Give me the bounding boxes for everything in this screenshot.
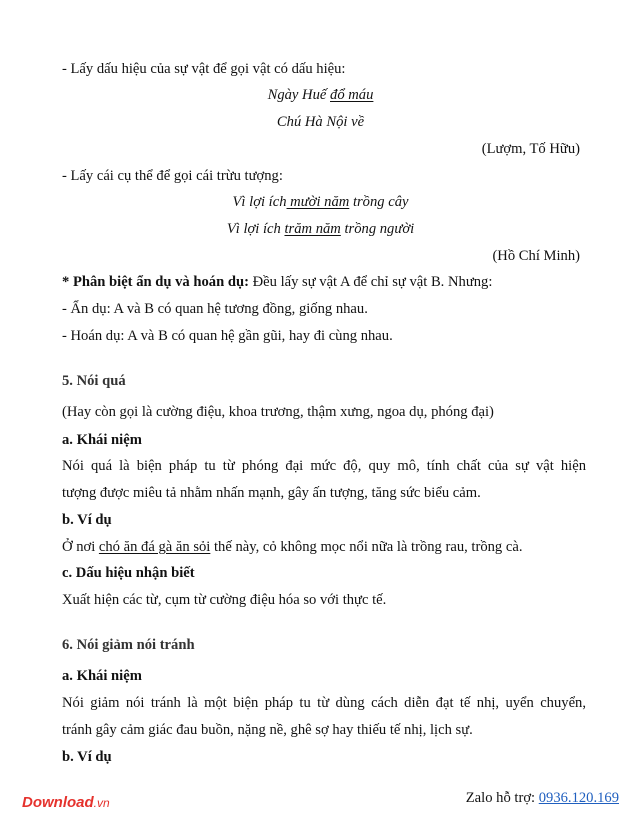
section6-concept-line2: tránh gây cảm giác đau buồn, nặng nề, ghê sợ hay thiếu tế nhị, lịch sự.	[62, 722, 473, 738]
sign-intro: - Lấy dấu hiệu của sự vật để gọi vật có dấu hiệu:	[62, 61, 346, 77]
poem1-line2: Chú Hà Nội về	[276, 114, 365, 130]
poem2-line2-underlined: trăm năm	[284, 221, 341, 237]
zalo-phone-link[interactable]: 0936.120.169	[538, 790, 619, 806]
poem2-line2	[0, 219, 641, 239]
logo-tld: .vn	[93, 796, 110, 810]
section6-example-heading: b. Ví dụ	[62, 749, 112, 765]
poem2-line1	[0, 192, 641, 212]
poem1-underlined: đổ máu	[330, 87, 374, 103]
download-logo[interactable]	[22, 794, 110, 811]
poem2-credit: (Hồ Chí Minh)	[492, 248, 580, 264]
distinction-label: * Phân biệt ẩn dụ và hoán dụ:	[62, 274, 249, 290]
poem2-line1-underlined: mười năm	[286, 194, 350, 210]
section5-example-underlined: chó ăn đá gà ăn sỏi	[98, 539, 211, 555]
section5-sign-heading: c. Dấu hiệu nhận biết	[62, 565, 195, 581]
section6-concept-line1: Nói giảm nói tránh là một biện pháp tu từ dùng cách diễn đạt tế nhị, uyển chuyển,	[62, 695, 586, 711]
section5-alias: (Hay còn gọi là cường điệu, khoa trương, thậm xưng, ngoa dụ, phóng đại)	[62, 404, 494, 420]
poem2-line2-post: trồng người	[340, 221, 415, 237]
poem1-line1-text: Ngày Huế	[267, 87, 331, 103]
section5-concept-line1: Nói quá là biện pháp tu từ phóng đại mức độ, quy mô, tính chất của sự vật hiện	[62, 458, 586, 474]
section5-title: 5. Nói quá	[62, 373, 126, 389]
logo-main: Download	[22, 794, 94, 811]
distinction-text: Đều lấy sự vật A để chỉ sự vật B. Nhưng:	[248, 274, 493, 290]
section5-example-post: thế này, cỏ không mọc nổi nữa là trồng rau, trồng cà.	[210, 539, 523, 555]
poem2-line1-pre: Vì lợi ích	[232, 194, 287, 210]
poem1-credit: (Lượm, Tố Hữu)	[481, 141, 580, 157]
section6-title: 6. Nói giảm nói tránh	[62, 637, 195, 653]
metaphor-line: - Ẩn dụ: A và B có quan hệ tương đồng, giống nhau.	[62, 301, 368, 317]
section5-example-pre: Ở nơi	[62, 539, 99, 555]
metonymy-line: - Hoán dụ: A và B có quan hệ gần gũi, hay đi cùng nhau.	[62, 328, 393, 344]
concrete-intro: - Lấy cái cụ thể để gọi cái trừu tượng:	[62, 168, 283, 184]
section5-example	[62, 537, 586, 557]
poem2-line1-post: trồng cây	[349, 194, 409, 210]
section5-concept-heading: a. Khái niệm	[62, 432, 142, 448]
section5-sign-text: Xuất hiện các từ, cụm từ cường điệu hóa so với thực tế.	[62, 592, 387, 608]
section6-concept-heading: a. Khái niệm	[62, 668, 142, 684]
poem2-line2-pre: Vì lợi ích	[226, 221, 285, 237]
distinction-line	[62, 272, 586, 292]
zalo-support	[466, 790, 619, 807]
zalo-label: Zalo hỗ trợ:	[465, 790, 539, 806]
section5-concept-line2: tượng được miêu tả nhằm nhấn mạnh, gây ấn tượng, tăng sức biểu cảm.	[62, 485, 481, 501]
poem1-line1	[0, 85, 641, 105]
section5-example-heading: b. Ví dụ	[62, 512, 112, 528]
